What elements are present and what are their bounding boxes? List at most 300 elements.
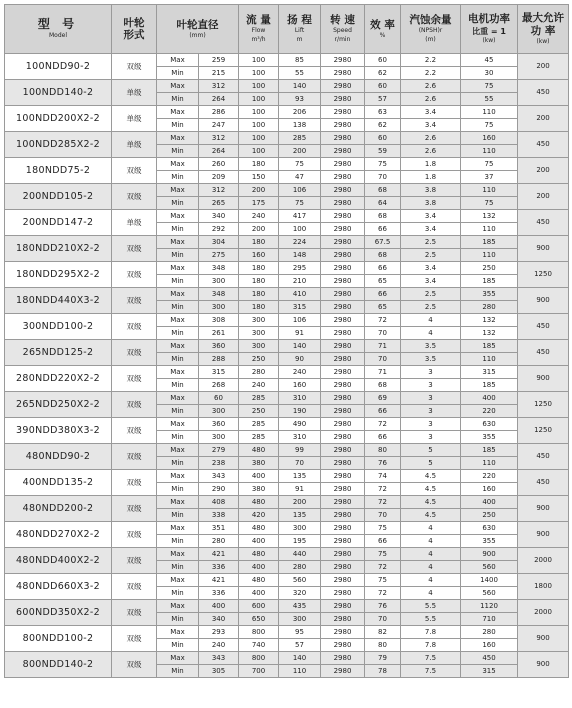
lift-cell: 91 [279,483,321,496]
npsh-cell: 3 [401,418,461,431]
flow-cell: 740 [239,639,279,652]
motor-power-cell: 110 [461,145,518,158]
max-min-cell: Min [157,301,199,314]
col-model-header [5,5,112,54]
speed-cell: 2980 [321,314,365,327]
flow-cell: 180 [239,262,279,275]
table-row-max [5,470,569,483]
diameter-cell: 293 [199,626,239,639]
speed-cell: 2980 [321,249,365,262]
motor-power-cell: 560 [461,587,518,600]
diameter-cell: 259 [199,54,239,67]
speed-cell: 2980 [321,665,365,678]
efficiency-cell: 69 [365,392,401,405]
diameter-cell: 300 [199,275,239,288]
motor-power-cell: 30 [461,67,518,80]
speed-cell: 2980 [321,392,365,405]
lift-cell: 135 [279,509,321,522]
efficiency-cell: 76 [365,457,401,470]
impeller-type-cell: 双级 [112,262,157,288]
table-row-max [5,132,569,145]
motor-power-cell: 900 [461,548,518,561]
npsh-cell: 3.8 [401,184,461,197]
motor-power-cell: 400 [461,496,518,509]
efficiency-cell: 66 [365,288,401,301]
flow-cell: 600 [239,600,279,613]
motor-power-cell: 450 [461,652,518,665]
efficiency-header-unit: % [379,31,386,39]
table-row-max [5,340,569,353]
diameter-cell: 336 [199,587,239,600]
lift-cell: 140 [279,652,321,665]
npsh-cell: 7.5 [401,652,461,665]
npsh-cell: 3.4 [401,210,461,223]
efficiency-cell: 72 [365,483,401,496]
col-speed-header [321,5,365,54]
max-min-cell: Min [157,587,199,600]
speed-header-label: 转 速 [330,14,355,27]
npsh-cell: 5.5 [401,600,461,613]
lift-cell: 410 [279,288,321,301]
max-min-cell: Max [157,262,199,275]
impeller-type-cell: 双级 [112,626,157,652]
max-power-cell: 450 [518,314,569,340]
impeller-type-cell: 双级 [112,392,157,418]
efficiency-cell: 66 [365,405,401,418]
npsh-cell: 5 [401,457,461,470]
efficiency-cell: 71 [365,366,401,379]
motor-power-cell: 75 [461,80,518,93]
flow-cell: 480 [239,574,279,587]
flow-cell: 200 [239,223,279,236]
npsh-cell: 3.5 [401,353,461,366]
speed-cell: 2980 [321,67,365,80]
npsh-cell: 4 [401,327,461,340]
table-row-max [5,600,569,613]
npsh-cell: 5.5 [401,613,461,626]
speed-cell: 2980 [321,535,365,548]
max-power-cell: 200 [518,184,569,210]
maxpower-header-unit: (kw) [536,37,550,45]
model-cell: 100NDD140-2 [5,80,112,106]
model-cell: 200NDD105-2 [5,184,112,210]
motor-header-unit: (kw) [482,37,496,45]
max-min-cell: Min [157,119,199,132]
model-cell: 180NDD295X2-2 [5,262,112,288]
npsh-cell: 4 [401,535,461,548]
efficiency-cell: 75 [365,548,401,561]
motor-power-cell: 185 [461,444,518,457]
motor-power-cell: 132 [461,314,518,327]
npsh-cell: 7.8 [401,626,461,639]
speed-cell: 2980 [321,639,365,652]
speed-cell: 2980 [321,405,365,418]
max-min-cell: Min [157,561,199,574]
max-power-cell: 900 [518,522,569,548]
flow-cell: 100 [239,106,279,119]
lift-cell: 206 [279,106,321,119]
speed-cell: 2980 [321,223,365,236]
diameter-cell: 421 [199,548,239,561]
max-power-cell: 900 [518,496,569,522]
motor-power-cell: 250 [461,509,518,522]
efficiency-cell: 62 [365,119,401,132]
diameter-cell: 268 [199,379,239,392]
npsh-cell: 4.5 [401,470,461,483]
flow-cell: 400 [239,535,279,548]
lift-cell: 300 [279,522,321,535]
speed-cell: 2980 [321,262,365,275]
diameter-cell: 351 [199,522,239,535]
max-min-cell: Max [157,210,199,223]
max-min-cell: Max [157,132,199,145]
max-min-cell: Min [157,613,199,626]
npsh-cell: 2.5 [401,288,461,301]
efficiency-cell: 72 [365,418,401,431]
speed-cell: 2980 [321,236,365,249]
speed-cell: 2980 [321,93,365,106]
motor-power-cell: 132 [461,210,518,223]
diameter-cell: 400 [199,600,239,613]
lift-cell: 310 [279,431,321,444]
flow-cell: 480 [239,444,279,457]
max-power-cell: 450 [518,444,569,470]
table-row-max [5,418,569,431]
diameter-cell: 290 [199,483,239,496]
impeller-type-cell: 双级 [112,444,157,470]
model-cell: 200NDD147-2 [5,210,112,236]
max-min-cell: Max [157,80,199,93]
speed-cell: 2980 [321,470,365,483]
model-cell: 800NDD140-2 [5,652,112,678]
motor-power-cell: 1400 [461,574,518,587]
speed-cell: 2980 [321,652,365,665]
model-cell: 480NDD200-2 [5,496,112,522]
flow-header-en: Flow [251,27,266,35]
diameter-cell: 336 [199,561,239,574]
max-min-cell: Max [157,392,199,405]
diameter-cell: 240 [199,639,239,652]
diameter-cell: 305 [199,665,239,678]
npsh-cell: 3.4 [401,106,461,119]
diameter-header-unit: (mm) [189,31,206,39]
impeller-type-cell: 双级 [112,470,157,496]
lift-cell: 47 [279,171,321,184]
diameter-cell: 264 [199,145,239,158]
flow-cell: 800 [239,652,279,665]
efficiency-cell: 60 [365,54,401,67]
npsh-cell: 2.5 [401,249,461,262]
lift-cell: 100 [279,223,321,236]
impeller-type-cell: 双级 [112,236,157,262]
lift-cell: 95 [279,626,321,639]
diameter-cell: 279 [199,444,239,457]
speed-cell: 2980 [321,483,365,496]
impeller-type-cell: 双级 [112,548,157,574]
table-row-max [5,496,569,509]
speed-cell: 2980 [321,626,365,639]
lift-cell: 310 [279,392,321,405]
diameter-cell: 348 [199,262,239,275]
lift-cell: 560 [279,574,321,587]
max-power-cell: 1250 [518,418,569,444]
lift-cell: 106 [279,184,321,197]
lift-cell: 91 [279,327,321,340]
diameter-cell: 343 [199,652,239,665]
npsh-cell: 2.6 [401,80,461,93]
diameter-cell: 275 [199,249,239,262]
npsh-cell: 2.6 [401,145,461,158]
efficiency-cell: 70 [365,613,401,626]
speed-cell: 2980 [321,561,365,574]
motor-power-cell: 55 [461,93,518,106]
model-cell: 800NDD100-2 [5,626,112,652]
speed-cell: 2980 [321,548,365,561]
max-power-cell: 900 [518,366,569,392]
model-cell: 265NDD250X2-2 [5,392,112,418]
col-maxpower-header [518,5,569,54]
flow-cell: 175 [239,197,279,210]
header-row [5,5,569,54]
max-min-cell: Min [157,145,199,158]
flow-header-label: 流 量 [246,14,271,27]
motor-power-cell: 630 [461,522,518,535]
motor-power-cell: 110 [461,106,518,119]
npsh-cell: 4 [401,314,461,327]
diameter-cell: 292 [199,223,239,236]
table-row-max [5,522,569,535]
max-min-cell: Min [157,639,199,652]
flow-cell: 480 [239,496,279,509]
speed-cell: 2980 [321,366,365,379]
max-min-cell: Min [157,483,199,496]
efficiency-cell: 72 [365,496,401,509]
col-npsh-header [401,5,461,54]
impeller-type-cell: 单级 [112,106,157,132]
speed-cell: 2980 [321,496,365,509]
model-cell: 265NDD125-2 [5,340,112,366]
max-min-cell: Min [157,93,199,106]
speed-cell: 2980 [321,275,365,288]
lift-cell: 295 [279,262,321,275]
lift-cell: 55 [279,67,321,80]
diameter-cell: 300 [199,301,239,314]
lift-cell: 148 [279,249,321,262]
motor-power-cell: 75 [461,119,518,132]
max-min-cell: Min [157,275,199,288]
table-row-max [5,184,569,197]
table-row-max [5,158,569,171]
max-power-cell: 450 [518,470,569,496]
efficiency-cell: 57 [365,93,401,106]
max-power-cell: 2000 [518,600,569,626]
motor-power-cell: 185 [461,275,518,288]
lift-cell: 224 [279,236,321,249]
diameter-cell: 60 [199,392,239,405]
model-cell: 600NDD350X2-2 [5,600,112,626]
diameter-cell: 360 [199,418,239,431]
flow-cell: 100 [239,119,279,132]
max-min-cell: Max [157,314,199,327]
flow-cell: 300 [239,327,279,340]
speed-cell: 2980 [321,600,365,613]
max-min-cell: Min [157,171,199,184]
model-cell: 480NDD90-2 [5,444,112,470]
npsh-cell: 4 [401,587,461,600]
efficiency-cell: 68 [365,184,401,197]
diameter-cell: 308 [199,314,239,327]
col-impeller-header [112,5,157,54]
flow-cell: 480 [239,522,279,535]
flow-cell: 180 [239,236,279,249]
motor-power-cell: 315 [461,665,518,678]
max-min-cell: Max [157,106,199,119]
impeller-type-cell: 双级 [112,54,157,80]
npsh-header-unit: (m) [425,36,436,44]
efficiency-cell: 62 [365,67,401,80]
flow-cell: 240 [239,379,279,392]
motor-power-cell: 110 [461,353,518,366]
flow-cell: 180 [239,301,279,314]
model-cell: 390NDD380X3-2 [5,418,112,444]
npsh-cell: 3.8 [401,197,461,210]
npsh-cell: 3 [401,379,461,392]
diameter-cell: 421 [199,574,239,587]
efficiency-cell: 68 [365,249,401,262]
flow-cell: 180 [239,288,279,301]
motor-power-cell: 132 [461,327,518,340]
efficiency-cell: 60 [365,80,401,93]
efficiency-cell: 72 [365,587,401,600]
col-motor-header [461,5,518,54]
lift-cell: 99 [279,444,321,457]
max-power-cell: 900 [518,652,569,678]
npsh-cell: 3.5 [401,340,461,353]
model-cell: 100NDD200X2-2 [5,106,112,132]
efficiency-cell: 63 [365,106,401,119]
table-row-max [5,366,569,379]
motor-power-cell: 45 [461,54,518,67]
diameter-cell: 304 [199,236,239,249]
model-cell: 180NDD210X2-2 [5,236,112,262]
diameter-cell: 280 [199,535,239,548]
lift-cell: 138 [279,119,321,132]
flow-cell: 300 [239,340,279,353]
impeller-type-cell: 双级 [112,288,157,314]
npsh-header-en: (NPSH)r [418,27,443,35]
speed-cell: 2980 [321,431,365,444]
speed-cell: 2980 [321,509,365,522]
max-min-cell: Max [157,54,199,67]
diameter-cell: 312 [199,80,239,93]
motor-power-cell: 110 [461,457,518,470]
diameter-cell: 343 [199,470,239,483]
lift-cell: 75 [279,197,321,210]
motor-power-cell: 630 [461,418,518,431]
impeller-type-cell: 双级 [112,652,157,678]
maxpower-header-label: 最大允许功 率 [522,12,564,37]
npsh-cell: 2.5 [401,236,461,249]
npsh-cell: 3 [401,392,461,405]
npsh-cell: 2.6 [401,132,461,145]
table-row-max [5,574,569,587]
max-min-cell: Max [157,288,199,301]
motor-power-cell: 280 [461,626,518,639]
max-power-cell: 450 [518,210,569,236]
impeller-type-cell: 双级 [112,158,157,184]
col-lift-header [279,5,321,54]
diameter-cell: 261 [199,327,239,340]
lift-cell: 435 [279,600,321,613]
table-row-max [5,626,569,639]
flow-cell: 400 [239,470,279,483]
npsh-cell: 3 [401,405,461,418]
max-min-cell: Max [157,184,199,197]
motor-power-cell: 355 [461,535,518,548]
motor-power-cell: 560 [461,561,518,574]
npsh-cell: 2.2 [401,67,461,80]
npsh-cell: 5 [401,444,461,457]
speed-cell: 2980 [321,288,365,301]
model-cell: 400NDD135-2 [5,470,112,496]
lift-cell: 70 [279,457,321,470]
max-min-cell: Max [157,470,199,483]
max-min-cell: Max [157,340,199,353]
flow-cell: 400 [239,587,279,600]
max-min-cell: Max [157,418,199,431]
model-cell: 280NDD220X2-2 [5,366,112,392]
diameter-cell: 300 [199,431,239,444]
efficiency-cell: 65 [365,301,401,314]
speed-header-en: Speed [333,27,352,35]
speed-header-unit: r/min [334,36,351,44]
speed-cell: 2980 [321,574,365,587]
npsh-cell: 3.4 [401,275,461,288]
npsh-cell: 4.5 [401,509,461,522]
npsh-header-label: 汽蚀余量 [409,14,452,27]
speed-cell: 2980 [321,80,365,93]
max-min-cell: Max [157,600,199,613]
diameter-cell: 238 [199,457,239,470]
speed-cell: 2980 [321,522,365,535]
npsh-cell: 2.6 [401,93,461,106]
efficiency-cell: 71 [365,340,401,353]
model-header-label: 型 号 [37,16,79,31]
col-flow-header [239,5,279,54]
speed-cell: 2980 [321,418,365,431]
flow-cell: 250 [239,405,279,418]
table-row-max [5,236,569,249]
efficiency-cell: 75 [365,574,401,587]
table-row-max [5,262,569,275]
impeller-type-cell: 双级 [112,496,157,522]
lift-cell: 140 [279,80,321,93]
motor-power-cell: 160 [461,483,518,496]
diameter-cell: 312 [199,132,239,145]
table-row-max [5,652,569,665]
lift-cell: 440 [279,548,321,561]
speed-cell: 2980 [321,444,365,457]
speed-cell: 2980 [321,613,365,626]
flow-cell: 240 [239,210,279,223]
max-min-cell: Min [157,665,199,678]
max-min-cell: Min [157,197,199,210]
efficiency-cell: 64 [365,197,401,210]
table-row-max [5,54,569,67]
impeller-type-cell: 双级 [112,600,157,626]
max-min-cell: Min [157,431,199,444]
efficiency-cell: 59 [365,145,401,158]
